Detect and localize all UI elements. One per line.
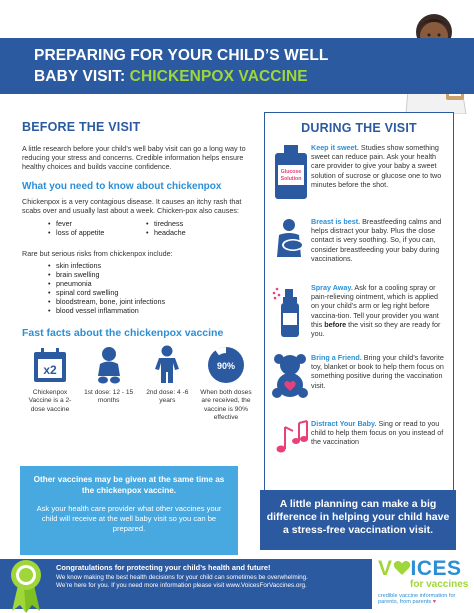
baby-icon [94,346,124,384]
title-line-1: PREPARING FOR YOUR CHILD’S WELL [34,47,329,64]
breastfeeding-icon [271,217,311,263]
percent-pie-icon [206,345,246,385]
tip-lead: Distract Your Baby. [311,419,377,428]
fast-facts [22,345,254,423]
title-prefix: BABY VISIT: [34,68,130,85]
fact-first-dose [81,345,137,423]
tip-lead: Spray Away. [311,283,353,292]
tip-text: Ask for a cooling spray or pain-relieving ointment, which is applied on your child’s arm or leg right before vaccina-tion. Tell your provider you want this [311,283,439,329]
tip-text: Bring your child’s favorite toy, blanket or book to help them focus on something positive during the vaccination visit. [311,353,444,390]
list-item: • brain swelling [48,270,254,279]
tip-text: Breastfeeding calms and helps distract your baby. Plus the close contact is very soothing. So, if you can, consider breastfeeding your baby during vaccinations. [311,217,442,263]
child-icon [152,345,182,385]
svg-text:Glucose: Glucose [280,169,302,175]
footer-line-1: We know making the best health decisions for your child can sometimes be overwhelming. [56,574,308,582]
calendar-x2-icon [32,346,68,384]
during-heading: DURING THE VISIT [301,121,417,135]
tip-text: Studies show something sweet can reduce pain. Ask your health care provider to give your baby a sweet solution of sucrose or glucose one to two minutes before the shot. [311,143,442,189]
tip-text: Sing or read to you child to help them focus on you instead of the vaccination [311,419,444,447]
footer [0,555,474,613]
list-item: • loss of appetite [48,228,138,237]
svg-text:90%: 90% [216,361,235,371]
logo-tagline: credible vaccine information for parents, from parents ♥ [378,593,456,606]
know-heading: What you need to know about chickenpox [22,181,222,192]
logo-wordmark: V ICES [378,557,462,580]
list-item: • tiredness [146,219,236,228]
list-item: • headache [146,228,236,237]
svg-text:Solution: Solution [280,176,302,182]
page-title [34,45,328,87]
tip-lead: Breast is best. [311,217,361,226]
glucose-bottle-icon [271,143,311,203]
fact-effectiveness [198,345,254,423]
voices-for-vaccines-logo [376,555,472,613]
tip-spray-away [271,283,447,353]
before-visit-section [22,120,254,423]
list-item: • spinal cord swelling [48,288,254,297]
list-item: • bloodstream, bone, joint infections [48,297,254,306]
footer-text [56,564,368,591]
during-visit-section [264,112,454,524]
tip-lead: Keep it sweet. [311,143,359,152]
heart-o-icon [393,560,411,576]
list-item: • skin infections [48,261,254,270]
title-line-2 [34,66,328,87]
svg-text:x2: x2 [43,363,57,377]
list-item: • fever [48,219,138,228]
fact-doses [22,345,78,423]
tip-text: the visit so they are ready for you. [311,319,441,339]
facts-heading: Fast facts about the chickenpox vaccine [22,327,224,339]
header-banner [0,38,474,94]
award-ribbon-icon [8,555,44,613]
spray-bottle-icon [271,283,311,339]
know-text: Chickenpox is a very contagious disease. It causes an itchy rash that scabs over and usually last about a week. Chicken-pox also causes: [22,197,242,215]
list-item: • blood vessel inflammation [48,306,254,315]
fact-text: 1st dose: 12 - 15 months [84,389,134,405]
tip-breast-is-best [271,217,447,277]
music-notes-icon [271,419,311,465]
tip-bold: before [324,319,347,329]
list-item: • pneumonia [48,279,254,288]
fact-second-dose [139,345,195,423]
before-heading: BEFORE THE VISIT [22,120,141,134]
risk-list [48,261,254,315]
tip-distract-your-baby [271,419,447,469]
symptom-list [48,219,254,237]
risks-intro: Rare but serious risks from chickenpox include: [22,249,173,258]
other-vaccines-text: Ask your health care provider what other vaccines your child will receive at the well baby visit so you can be prepared. [36,504,222,533]
before-intro: A little research before your child’s well baby visit can go a long way to reducing your stress and concerns. Credible information helps ensure healthy choices and builds vaccine confidence. [22,144,246,171]
fact-text: When both doses are received, the vaccine is 90% effective [200,389,252,422]
title-highlight: CHICKENPOX VACCINE [129,68,308,85]
tip-keep-it-sweet [271,143,447,205]
footer-heading: Congratulations for protecting your child’s health and future! [56,563,271,572]
other-vaccines-heading: Other vaccines may be given at the same time as the chickenpox vaccine. [33,475,225,495]
footer-line-2: We’re here for you. If you need more information please visit www.VoicesForVaccines.org. [56,582,307,590]
fact-text: 2nd dose: 4 -6 years [146,389,189,405]
tip-lead: Bring a Friend. [311,353,362,362]
tip-bring-a-friend [271,353,447,413]
logo-subtitle: for vaccines [410,579,469,590]
other-vaccines-box [20,466,238,556]
fact-text: Chickenpox Vaccine is a 2-dose vaccine [28,389,72,413]
planning-callout: A little planning can make a big difference in helping your child have a stress-free vaccination visit. [260,490,456,550]
teddy-bear-icon [271,353,311,399]
